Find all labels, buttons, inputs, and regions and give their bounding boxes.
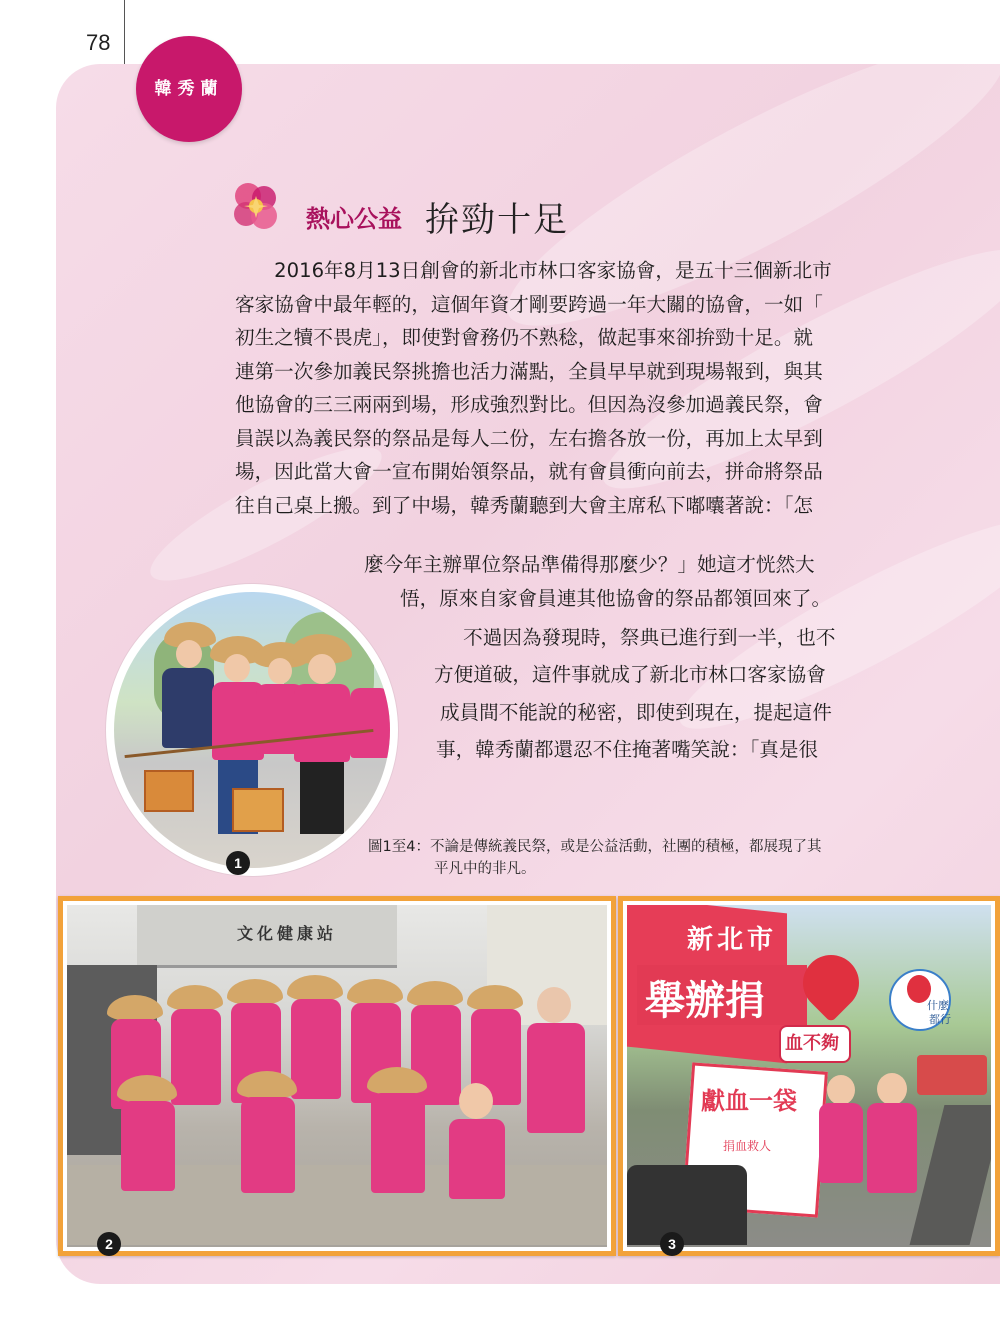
photo-3-sign-left: 血不夠 — [785, 1033, 839, 1054]
photo-1-circle — [106, 584, 398, 876]
photo-3-number: 3 — [660, 1232, 684, 1256]
figure-caption — [368, 836, 868, 880]
header-rule — [124, 0, 125, 64]
author-badge — [136, 36, 242, 142]
photo-3-frame — [618, 896, 1000, 1256]
article-wrap-line: 成員間不能說的秘密，即使到現在，提起這件 — [440, 701, 832, 724]
photo-3-sign-right-bottom: 都行 — [929, 1013, 951, 1026]
caption-line-2: 平凡中的非凡。 — [434, 861, 536, 877]
photo-3-banner-lower: 獻血一袋 — [701, 1087, 797, 1115]
photo-2-frame — [58, 896, 616, 1256]
caption-line-1: 圖1至4：不論是傳統義民祭，或是公益活動，社團的積極，都展現了其 — [368, 839, 822, 855]
photo-3-sign-right-top: 什麼 — [927, 999, 949, 1012]
photo-3-image — [627, 905, 991, 1247]
photo-3-banner-top: 新北市 — [687, 925, 778, 955]
section-title: 拚勁十足 — [425, 200, 570, 240]
photo-2-number: 2 — [97, 1232, 121, 1256]
article-wrap-line: 麼今年主辦單位祭品準備得那麼少？」她這才恍然大 — [364, 553, 815, 576]
author-name: 韓秀蘭 — [154, 78, 224, 99]
article-line: 初生之犢不畏虎」，即使對會務仍不熟稔，做起事來卻拚勁十足。就 — [235, 326, 814, 349]
article-body — [235, 254, 832, 522]
photo-3-banner-main: 舉辦捐 — [645, 978, 765, 1024]
article-line: 往自己桌上搬。到了中場，韓秀蘭聽到大會主席私下嘟囔著說：「怎 — [235, 493, 814, 517]
article-line: 場，因此當大會一宣布開始領祭品，就有會員衝向前去，拼命將祭品 — [235, 460, 823, 483]
article-line: 連第一次參加義民祭挑擔也活力滿點，全員早早就到現場報到，與其 — [235, 359, 823, 383]
photo-1-image — [114, 592, 390, 868]
page-number: 78 — [86, 30, 111, 55]
photo-2-sign: 文化健康站 — [237, 924, 338, 943]
article-wrap-line: 不過因為發現時，祭典已進行到一半，也不 — [424, 626, 836, 649]
article-line: 客家協會中最年輕的，這個年資才剛要跨過一年大關的協會，一如「 — [235, 292, 823, 316]
section-heading — [306, 192, 569, 241]
flower-icon — [228, 178, 284, 234]
article-line: 2016年8月13日創會的新北市林口客家協會，是五十三個新北市 — [235, 259, 832, 282]
article-wrap-line: 事，韓秀蘭都還忍不住掩著嘴笑說：「真是很 — [436, 738, 819, 761]
article-wrap-line: 方便道破，這件事就成了新北市林口客家協會 — [434, 663, 826, 686]
section-kicker: 熱心公益 — [306, 205, 402, 233]
photo-1-number: 1 — [226, 851, 250, 875]
article-wrap-line: 悟，原來自家會員連其他協會的祭品都領回來了。 — [400, 587, 832, 610]
photo-2-image — [67, 905, 607, 1247]
photo-3-banner-lower-small: 捐血救人 — [723, 1139, 772, 1153]
article-line: 他協會的三三兩兩到場，形成強烈對比。但因為沒參加過義民祭，會 — [235, 393, 823, 416]
article-line: 員誤以為義民祭的祭品是每人二份，左右擔各放一份，再加上太早到 — [235, 426, 823, 450]
